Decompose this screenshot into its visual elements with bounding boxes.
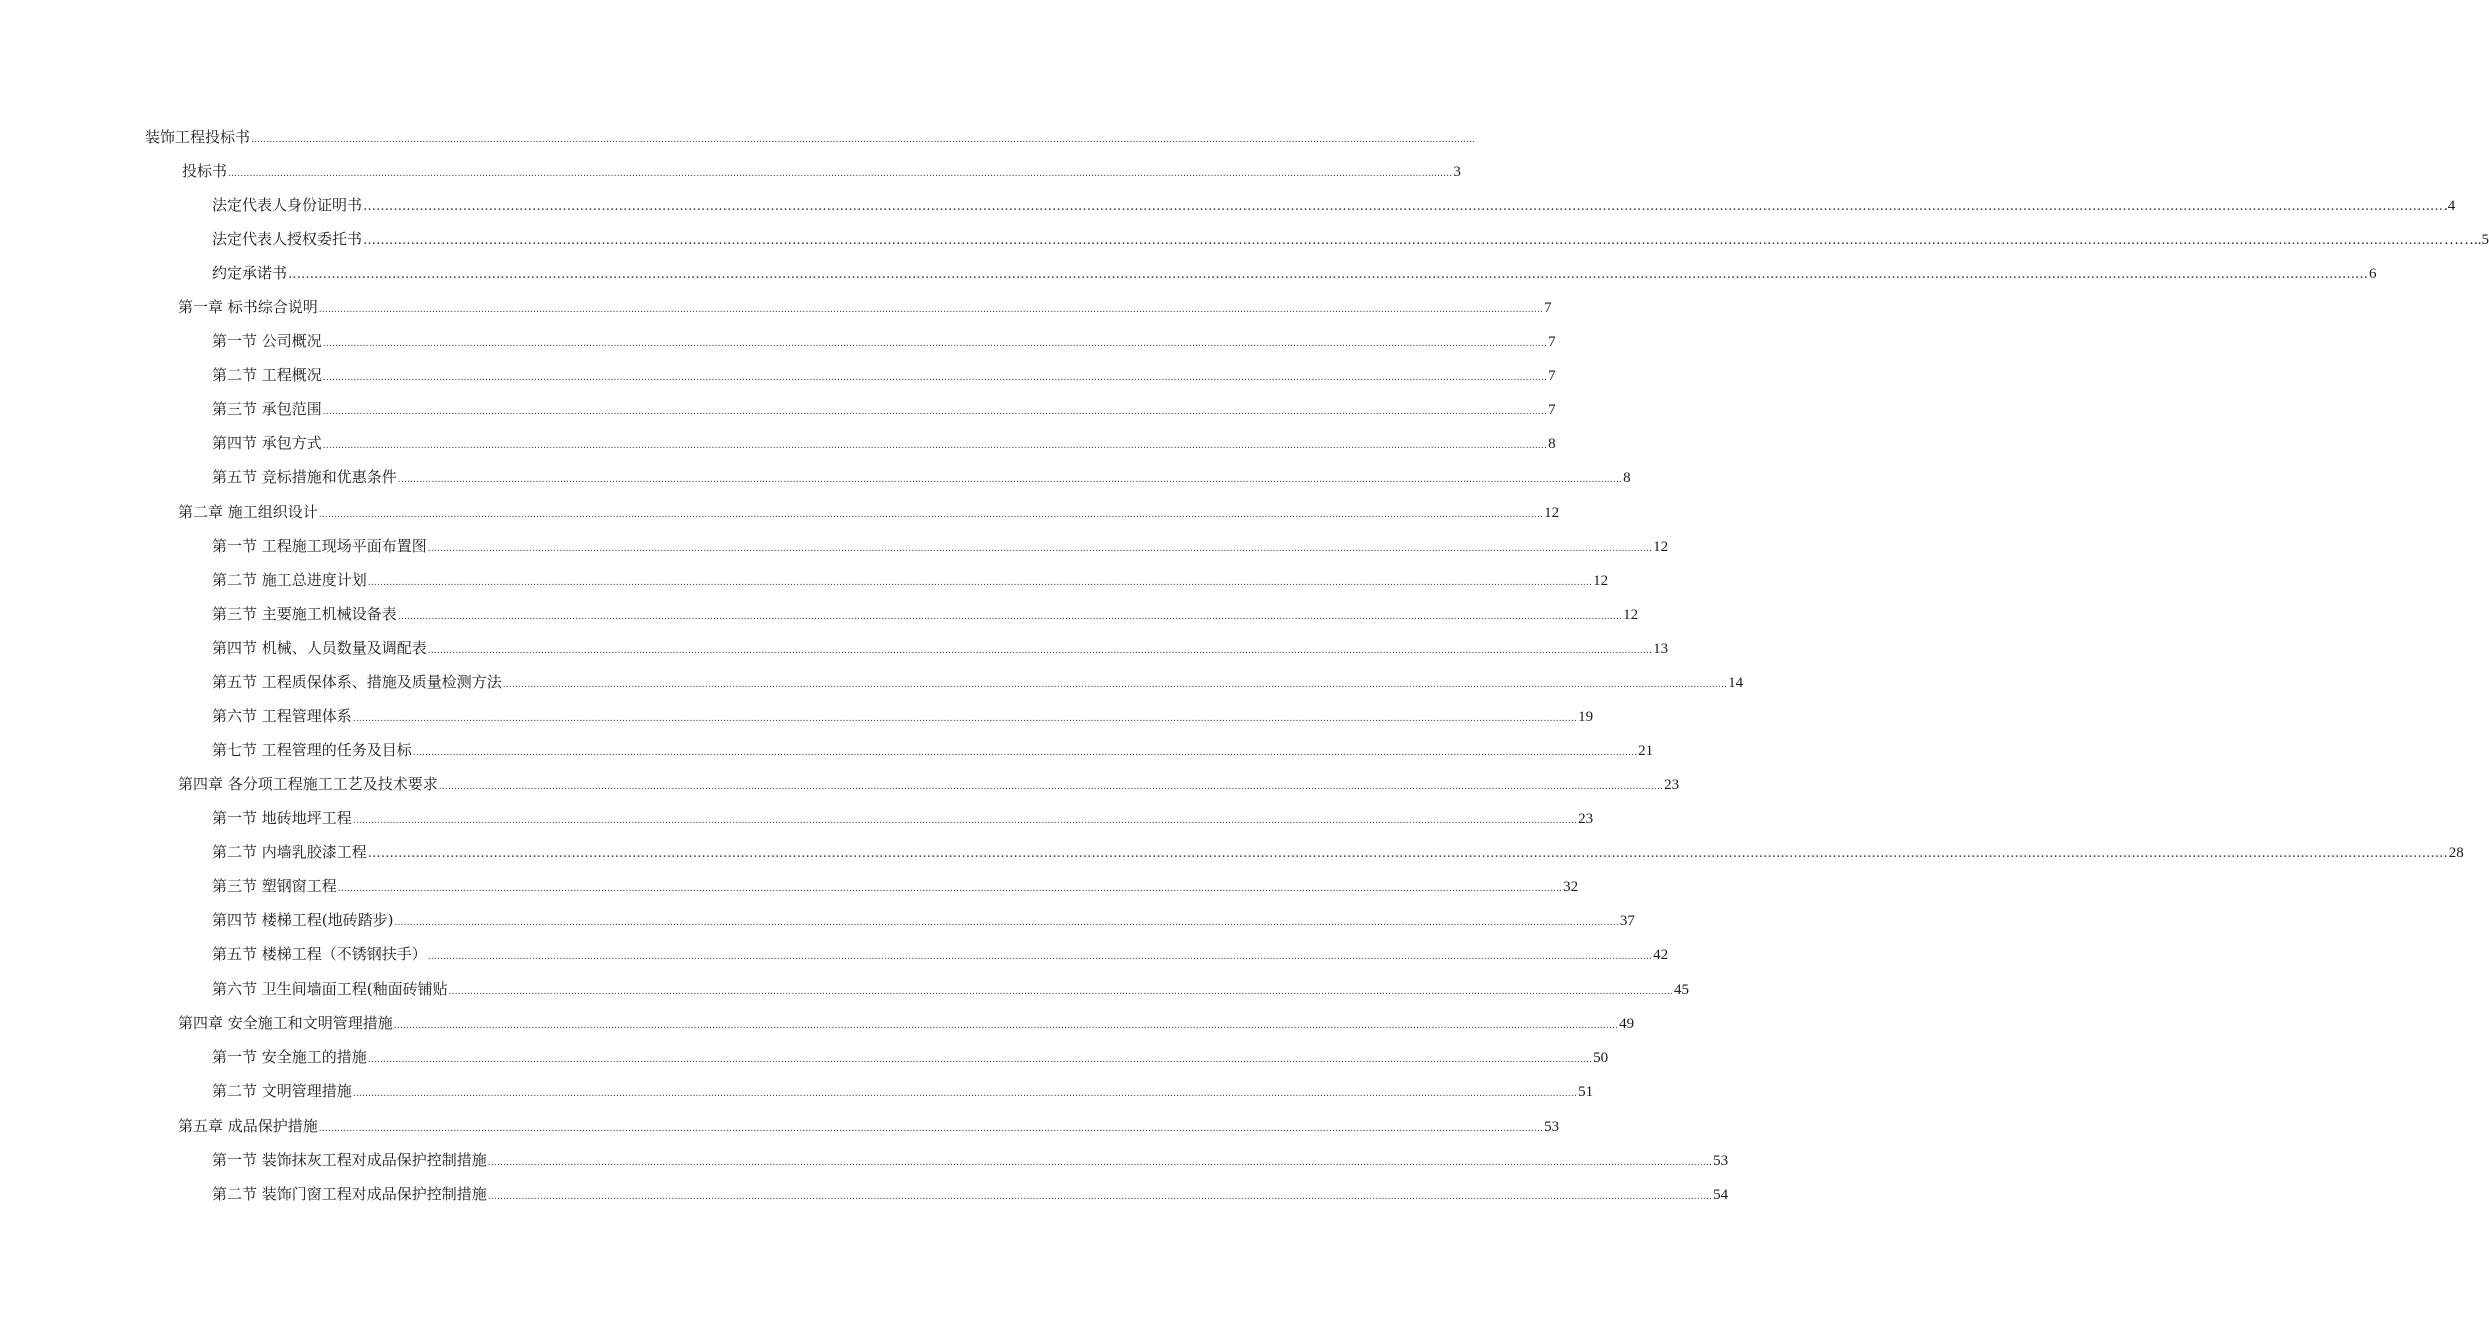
toc-dot-leader: ................................................................................................................................................................................................................................................................................................................................................................................................................ [448, 987, 1673, 997]
toc-entry-page: 28 [2448, 845, 2464, 861]
toc-entry-page: 51 [1578, 1084, 1594, 1100]
toc-entry-page: ……..5 [2444, 232, 2489, 248]
toc-entry[interactable] [178, 1013, 1635, 1036]
toc-dot-leader: ................................................................................................................................................................................................................................................................................................................................................................................................................ [487, 1192, 1713, 1202]
toc-entry-page: 23 [1578, 811, 1594, 827]
toc-dot-leader: ................................................................................................................................................................................................................................................................................................................................................................................................................ [251, 135, 1476, 145]
toc-entry-title: 第一节 工程施工现场平面布置图 [212, 537, 427, 555]
toc-entry-page: 37 [1619, 913, 1635, 929]
toc-entry[interactable] [212, 433, 1556, 456]
toc-entry[interactable] [212, 229, 2489, 251]
toc-dot-leader: ................................................................................................................................................................................................................................................................................................................................................................................................................ [367, 1055, 1593, 1065]
toc-entry-title: 第二节 施工总进度计划 [212, 571, 367, 589]
toc-dot-leader: ………………………………………………………………………………………………………………………………………………………………………………………………………………………………………………………………………………………………………………………………………………………………………………………………………………………………………… [288, 267, 2369, 282]
toc-dot-leader: ................................................................................................................................................................................................................................................................................................................................................................................................................ [427, 952, 1653, 962]
toc-entry-title: 第一节 公司概况 [212, 332, 322, 350]
toc-entry-page: 21 [1638, 743, 1654, 759]
toc-dot-leader: ................................................................................................................................................................................................................................................................................................................................................................................................................ [427, 646, 1653, 656]
toc-entry[interactable] [212, 706, 1594, 729]
toc-dot-leader: ................................................................................................................................................................................................................................................................................................................................................................................................................ [337, 884, 1563, 894]
toc-dot-leader: ………………………………………………………………………………………………………………………………………………………………………………………………………………………………………………………………………………………………………………………………………………………………………………………………………………………………………… [367, 846, 2448, 861]
toc-entry-title: 约定承诺书 [212, 264, 288, 282]
toc-entry[interactable] [212, 1081, 1594, 1104]
toc-entry-title: 第一节 地砖地坪工程 [212, 809, 352, 827]
toc-entry-page: 12 [1623, 607, 1639, 623]
toc-dot-leader: ................................................................................................................................................................................................................................................................................................................................................................................................................ [397, 475, 1623, 485]
toc-entry-page: .4 [2444, 198, 2456, 214]
toc-entry-page: 53 [1544, 1119, 1560, 1135]
toc-entry-title: 第二节 内墙乳胶漆工程 [212, 843, 367, 861]
toc-entry[interactable] [212, 365, 1556, 388]
toc-entry-page: 49 [1619, 1016, 1635, 1032]
toc-entry-title: 第二章 施工组织设计 [178, 503, 318, 521]
toc-dot-leader: ................................................................................................................................................................................................................................................................................................................................................................................................................ [322, 407, 1548, 417]
toc-entry-title: 第四章 安全施工和文明管理措施 [178, 1014, 393, 1032]
toc-entry[interactable] [212, 399, 1556, 422]
toc-entry-page: 13 [1653, 641, 1669, 657]
toc-entry[interactable] [212, 910, 1635, 933]
toc-dot-leader: ................................................................................................................................................................................................................................................................................................................................................................................................................ [322, 339, 1548, 349]
toc-dot-leader: ................................................................................................................................................................................................................................................................................................................................................................................................................ [394, 918, 1619, 928]
toc-dot-leader: ................................................................................................................................................................................................................................................................................................................................................................................................................ [427, 544, 1653, 554]
toc-entry-title: 第四节 楼梯工程(地砖踏步) [212, 911, 394, 929]
toc-entry-page: 23 [1664, 777, 1680, 793]
toc-dot-leader: ................................................................................................................................................................................................................................................................................................................................................................................................................ [318, 305, 1544, 315]
toc-entry-title: 第三节 主要施工机械设备表 [212, 605, 397, 623]
toc-entry-page: 8 [1548, 436, 1556, 452]
toc-entry-page: 50 [1593, 1050, 1609, 1066]
toc-entry-title: 第六节 工程管理体系 [212, 707, 352, 725]
toc-entry-page: 53 [1713, 1153, 1729, 1169]
toc-entry[interactable] [178, 502, 1560, 525]
toc-dot-leader: ................................................................................................................................................................................................................................................................................................................................................................................................................ [318, 510, 1544, 520]
toc-dot-leader: ................................................................................................................................................................................................................................................................................................................................................................................................................ [352, 1089, 1578, 1099]
toc-entry[interactable] [212, 944, 1669, 967]
toc-entry[interactable] [182, 161, 1461, 184]
toc-entry[interactable] [212, 979, 1689, 1002]
toc-entry-title: 投标书 [182, 162, 228, 180]
toc-entry[interactable] [212, 740, 1654, 763]
toc-dot-leader: ………………………………………………………………………………………………………………………………………………………………………………………………………………………………………………………………………………………………………………………………………………………………………………………………………………………………………… [363, 233, 2444, 248]
toc-entry[interactable] [212, 1150, 1729, 1173]
toc-entry-page: 7 [1544, 300, 1552, 316]
toc-entry[interactable] [212, 1047, 1609, 1070]
toc-entry[interactable] [145, 127, 1476, 150]
toc-entry-page: 42 [1653, 947, 1669, 963]
toc-entry-page: 8 [1623, 470, 1631, 486]
toc-entry-title: 第四节 承包方式 [212, 434, 322, 452]
toc-entry-title: 装饰工程投标书 [145, 128, 251, 146]
toc-entry[interactable] [212, 1184, 1729, 1207]
toc-entry[interactable] [212, 195, 2456, 217]
toc-dot-leader: ................................................................................................................................................................................................................................................................................................................................................................................................................ [393, 1021, 1619, 1031]
toc-dot-leader: ………………………………………………………………………………………………………………………………………………………………………………………………………………………………………………………………………………………………………………………………………………………………………………………………………………………………………… [363, 199, 2444, 214]
toc-entry-title: 第四章 各分项工程施工工艺及技术要求 [178, 775, 438, 793]
toc-entry-title: 第一章 标书综合说明 [178, 298, 318, 316]
toc-entry-title: 第五章 成品保护措施 [178, 1117, 318, 1135]
toc-entry[interactable] [212, 536, 1669, 559]
toc-dot-leader: ................................................................................................................................................................................................................................................................................................................................................................................................................ [502, 680, 1728, 690]
toc-dot-leader: ................................................................................................................................................................................................................................................................................................................................................................................................................ [412, 748, 1638, 758]
toc-entry[interactable] [212, 842, 2464, 864]
toc-entry-title: 第二节 文明管理措施 [212, 1082, 352, 1100]
toc-entry-page: 14 [1728, 675, 1744, 691]
toc-entry-title: 法定代表人身份证明书 [212, 196, 363, 214]
toc-entry[interactable] [178, 774, 1680, 797]
toc-entry[interactable] [212, 672, 1744, 695]
toc-entry-page: 54 [1713, 1187, 1729, 1203]
toc-entry-title: 第四节 机械、人员数量及调配表 [212, 639, 427, 657]
toc-entry[interactable] [212, 467, 1631, 490]
toc-dot-leader: ................................................................................................................................................................................................................................................................................................................................................................................................................ [228, 169, 1453, 179]
toc-dot-leader: ................................................................................................................................................................................................................................................................................................................................................................................................................ [397, 612, 1623, 622]
toc-dot-leader: ................................................................................................................................................................................................................................................................................................................................................................................................................ [438, 782, 1664, 792]
toc-entry-title: 第一节 装饰抹灰工程对成品保护控制措施 [212, 1151, 487, 1169]
toc-entry-title: 第二节 装饰门窗工程对成品保护控制措施 [212, 1185, 487, 1203]
toc-entry-page: 7 [1548, 402, 1556, 418]
toc-dot-leader: ................................................................................................................................................................................................................................................................................................................................................................................................................ [352, 816, 1578, 826]
toc-entry-title: 第七节 工程管理的任务及目标 [212, 741, 412, 759]
toc-entry-page: 45 [1673, 982, 1689, 998]
toc-entry-title: 第三节 塑钢窗工程 [212, 877, 337, 895]
toc-entry-page: 12 [1653, 539, 1669, 555]
toc-entry-page: 7 [1548, 368, 1556, 384]
toc-entry[interactable] [178, 297, 1552, 320]
toc-entry-title: 第五节 工程质保体系、措施及质量检测方法 [212, 673, 502, 691]
toc-entry-page: 12 [1593, 573, 1609, 589]
toc-entry[interactable] [212, 331, 1556, 354]
toc-entry[interactable] [212, 638, 1669, 661]
toc-dot-leader: ................................................................................................................................................................................................................................................................................................................................................................................................................ [322, 373, 1548, 383]
toc-dot-leader: ................................................................................................................................................................................................................................................................................................................................................................................................................ [352, 714, 1578, 724]
toc-entry-title: 第五节 楼梯工程（不锈钢扶手） [212, 945, 427, 963]
toc-entry-title: 法定代表人授权委托书 [212, 230, 363, 248]
toc-dot-leader: ................................................................................................................................................................................................................................................................................................................................................................................................................ [318, 1124, 1544, 1134]
toc-entry-title: 第一节 安全施工的措施 [212, 1048, 367, 1066]
toc-entry-title: 第六节 卫生间墙面工程(釉面砖铺贴 [212, 980, 448, 998]
toc-entry-title: 第五节 竞标措施和优惠条件 [212, 468, 397, 486]
toc-entry[interactable] [178, 1116, 1560, 1139]
toc-entry-page: 3 [1453, 164, 1461, 180]
toc-entry[interactable] [212, 876, 1579, 899]
toc-entry[interactable] [212, 808, 1594, 831]
toc-entry-page: 32 [1563, 879, 1579, 895]
toc-entry-title: 第三节 承包范围 [212, 400, 322, 418]
toc-entry-page: 12 [1544, 505, 1560, 521]
toc-entry-page: 19 [1578, 709, 1594, 725]
toc-dot-leader: ................................................................................................................................................................................................................................................................................................................................................................................................................ [487, 1158, 1713, 1168]
toc-entry-title: 第二节 工程概况 [212, 366, 322, 384]
toc-dot-leader: ................................................................................................................................................................................................................................................................................................................................................................................................................ [367, 578, 1593, 588]
toc-entry[interactable] [212, 263, 2377, 285]
toc-dot-leader: ................................................................................................................................................................................................................................................................................................................................................................................................................ [322, 441, 1548, 451]
toc-entry[interactable] [212, 570, 1609, 593]
toc-entry[interactable] [212, 604, 1639, 627]
toc-entry-page: 7 [1548, 334, 1556, 350]
toc-entry-page: 6 [2369, 266, 2377, 282]
